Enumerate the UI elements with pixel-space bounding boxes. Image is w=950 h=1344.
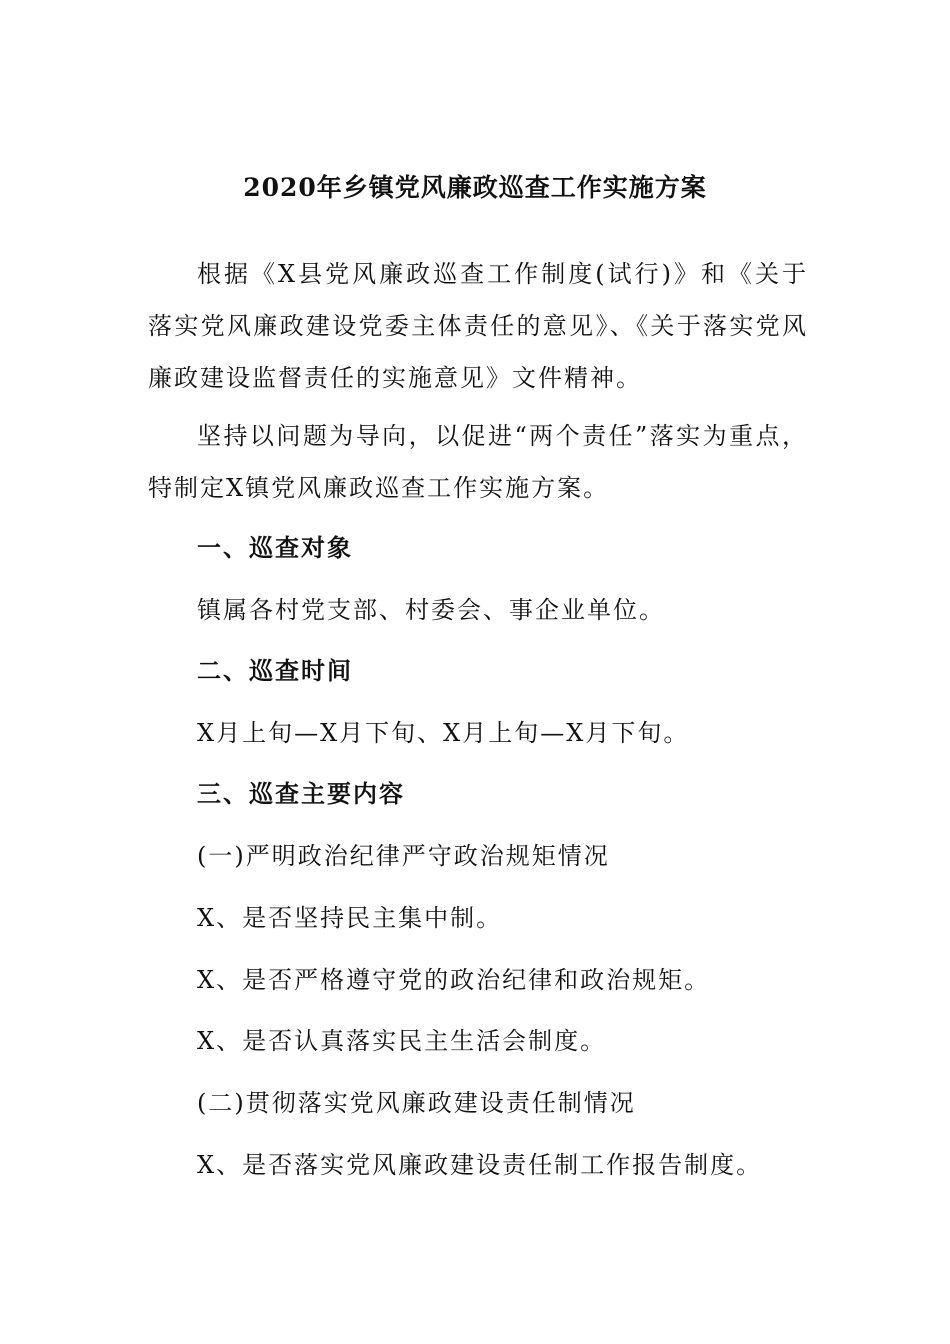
document-title: 2020年乡镇党风廉政巡查工作实施方案	[243, 173, 707, 202]
intro-paragraph-2: 坚持以问题为导向，以促进“两个责任”落实为重点，特制定X镇党风廉政巡查工作实施方案。	[148, 422, 808, 502]
section-1-heading: 一、巡查对象	[197, 533, 353, 562]
subsection-2-heading: (二)贯彻落实党风廉政建设责任制情况	[197, 1089, 636, 1117]
section-1-body: 镇属各村党支部、村委会、事企业单位。	[197, 596, 665, 624]
subsection-1-heading: (一)严明政治纪律严守政治规矩情况	[197, 842, 610, 870]
list-item: X、是否落实党风廉政建设责任制工作报告制度。	[197, 1151, 763, 1179]
section-2-body: X月上旬—X月下旬、X月上旬—X月下旬。	[197, 719, 690, 747]
intro-paragraph-1: 根据《X县党风廉政巡查工作制度(试行)》和《关于落实党风廉政建设党委主体责任的意见》、《关于落实党风廉政建设监督责任的实施意见》文件精神。	[148, 260, 808, 392]
list-item: X、是否严格遵守党的政治纪律和政治规矩。	[197, 966, 711, 994]
list-item: X、是否认真落实民主生活会制度。	[197, 1027, 607, 1055]
list-item: X、是否坚持民主集中制。	[197, 904, 503, 932]
section-2-heading: 二、巡查时间	[197, 656, 353, 685]
section-3-heading: 三、巡查主要内容	[197, 779, 405, 808]
